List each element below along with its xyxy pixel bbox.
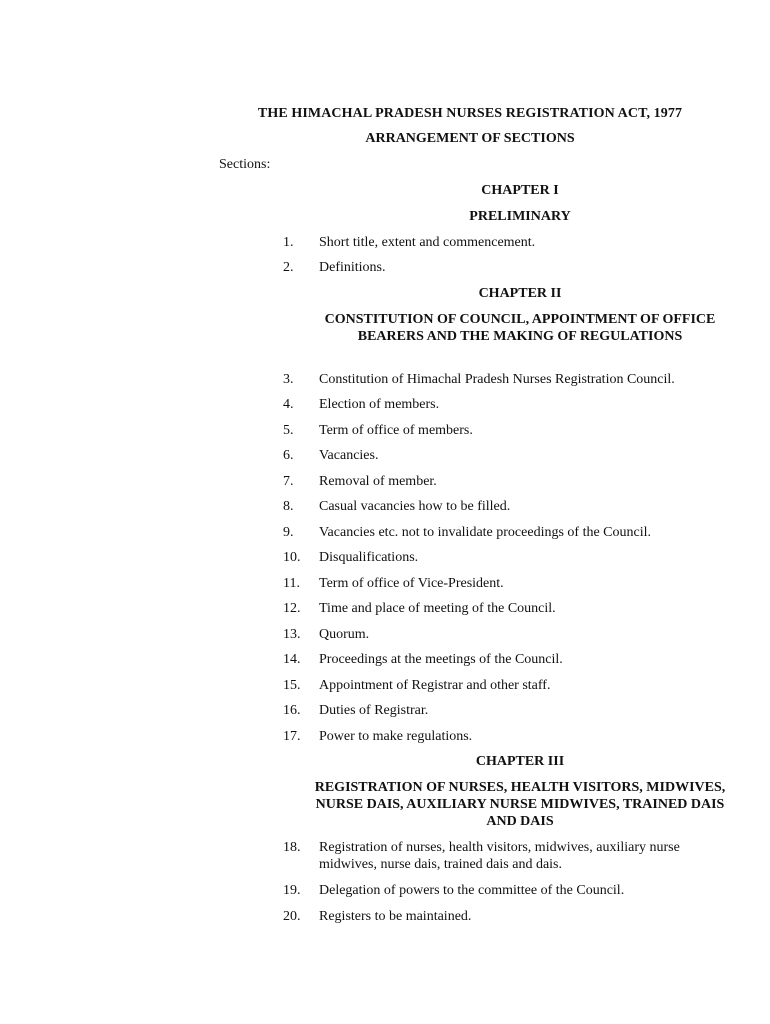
section-number: 3. bbox=[283, 372, 294, 387]
section-number: 10. bbox=[283, 550, 301, 565]
section-number: 17. bbox=[283, 729, 301, 744]
section-number: 14. bbox=[283, 652, 301, 667]
section-title: Registers to be maintained. bbox=[319, 909, 472, 924]
section-number: 5. bbox=[283, 423, 294, 438]
section-number: 15. bbox=[283, 678, 301, 693]
section-number: 1. bbox=[283, 235, 294, 250]
section-number: 7. bbox=[283, 474, 294, 489]
section-title: Vacancies. bbox=[319, 448, 379, 463]
chapter-heading: PRELIMINARY bbox=[469, 209, 571, 224]
section-number: 4. bbox=[283, 397, 294, 412]
sections-label: Sections: bbox=[219, 157, 271, 172]
document-title: THE HIMACHAL PRADESH NURSES REGISTRATION ACT, 1977 bbox=[257, 106, 683, 121]
section-number: 19. bbox=[283, 883, 301, 898]
section-number: 20. bbox=[283, 909, 301, 924]
section-title: Quorum. bbox=[319, 627, 370, 642]
chapter-label: CHAPTER I bbox=[481, 183, 559, 198]
section-title: Time and place of meeting of the Council. bbox=[319, 601, 556, 616]
chapter-heading: REGISTRATION OF NURSES, HEALTH VISITORS, MIDWIVES, NURSE DAIS, AUXILIARY NURSE MIDWIVES, TRAINED DAIS AND DAIS bbox=[314, 780, 726, 829]
section-title: Constitution of Himachal Pradesh Nurses Registration Council. bbox=[319, 372, 675, 387]
section-title: Delegation of powers to the committee of the Council. bbox=[319, 883, 625, 898]
section-title: Proceedings at the meetings of the Council. bbox=[319, 652, 563, 667]
section-number: 16. bbox=[283, 703, 301, 718]
section-title: Duties of Registrar. bbox=[319, 703, 429, 718]
section-title: Term of office of Vice-President. bbox=[319, 576, 504, 591]
section-number: 2. bbox=[283, 260, 294, 275]
section-title: Definitions. bbox=[319, 260, 386, 275]
section-title: Disqualifications. bbox=[319, 550, 419, 565]
section-title: Registration of nurses, health visitors, midwives, auxiliary nurse midwives, nurse dais, trained dais and dais. bbox=[319, 840, 680, 872]
section-title: Term of office of members. bbox=[319, 423, 473, 438]
section-title: Election of members. bbox=[319, 397, 440, 412]
chapter-label: CHAPTER II bbox=[478, 286, 562, 301]
section-number: 12. bbox=[283, 601, 301, 616]
section-number: 9. bbox=[283, 525, 294, 540]
chapter-label: CHAPTER III bbox=[475, 754, 565, 769]
section-title: Removal of member. bbox=[319, 474, 437, 489]
section-title: Casual vacancies how to be filled. bbox=[319, 499, 511, 514]
section-title: Power to make regulations. bbox=[319, 729, 473, 744]
section-number: 6. bbox=[283, 448, 294, 463]
section-number: 11. bbox=[283, 576, 300, 591]
document-subtitle: ARRANGEMENT OF SECTIONS bbox=[365, 131, 575, 146]
section-title: Appointment of Registrar and other staff. bbox=[319, 678, 551, 693]
section-number: 13. bbox=[283, 627, 301, 642]
section-number: 18. bbox=[283, 840, 301, 855]
section-title: Vacancies etc. not to invalidate proceedings of the Council. bbox=[319, 525, 652, 540]
chapter-heading: CONSTITUTION OF COUNCIL, APPOINTMENT OF OFFICE BEARERS AND THE MAKING OF REGULATIONS bbox=[324, 312, 716, 344]
section-title: Short title, extent and commencement. bbox=[319, 235, 536, 250]
section-number: 8. bbox=[283, 499, 294, 514]
